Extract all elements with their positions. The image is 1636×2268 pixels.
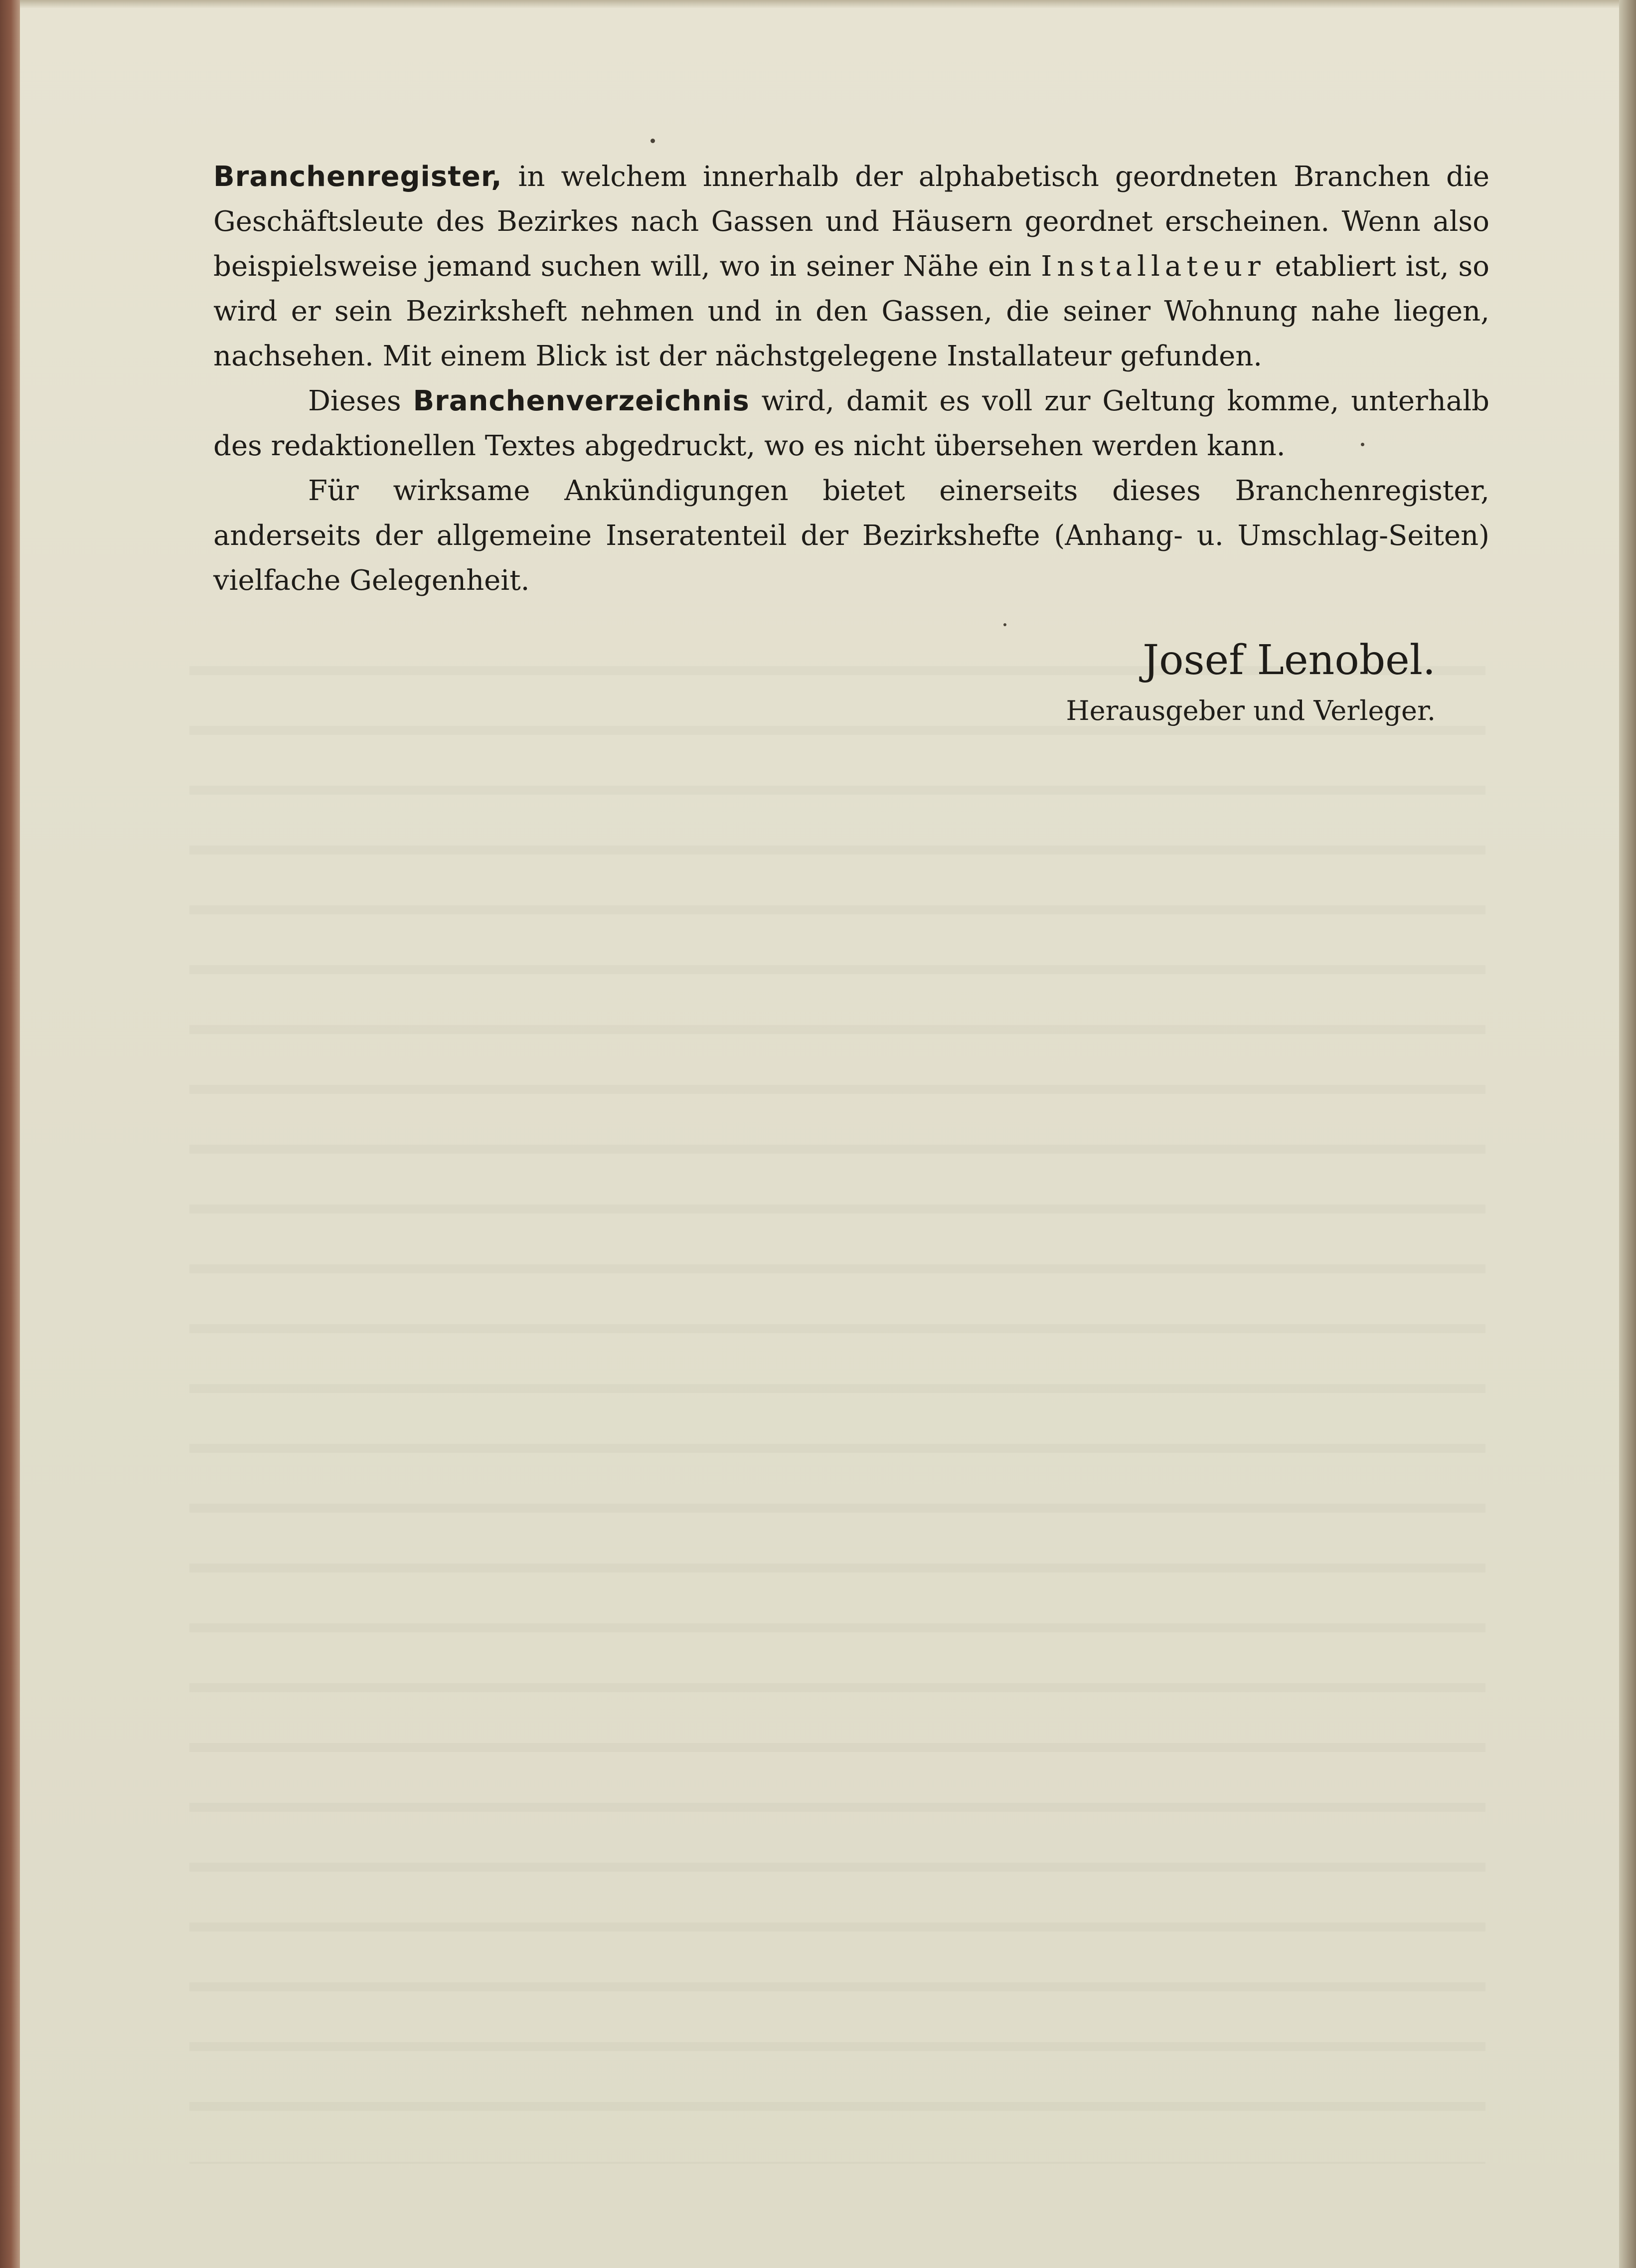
paragraph-2-text-a: Dieses xyxy=(308,385,413,417)
paragraph-1-text-b: etabliert ist, so wird er sein Bezirksheft nehmen und in den Gassen, die seiner Wohnung nahe liegen, nachsehen. Mit einem Blick ist der nächstgelegene Installateur gefunden. xyxy=(213,250,1490,372)
paragraph-1-text-a: in welchem innerhalb der alphabetisch geordneten Branchen die Geschäftsleute des Bezirkes nach Gassen und Häusern geordnet erscheinen. Wenn also beispielsweise jemand suchen will, wo in seiner Nähe ein xyxy=(213,161,1489,283)
signature-block xyxy=(1047,633,1436,731)
page-edge-top xyxy=(20,0,1619,8)
paragraph-branchenregister xyxy=(213,155,1489,379)
paragraph-branchenverzeichnis xyxy=(213,379,1489,469)
signature-role: Herausgeber und Verleger. xyxy=(1066,695,1436,726)
installateur-spaced: Installateur xyxy=(1041,250,1266,283)
branchenverzeichnis-bold: Branchenverzeichnis xyxy=(413,385,750,417)
paragraph-2-text-b: wird, damit es voll zur Geltung komme, unterhalb des redaktionellen Textes abgedruckt, wo es nicht übersehen werden kann. xyxy=(213,385,1489,462)
signature-name: Josef Lenobel. xyxy=(1143,637,1436,684)
branchenregister-heading: Branchenregister, xyxy=(213,161,502,193)
print-speck xyxy=(1003,623,1006,626)
page-edge-right xyxy=(1619,0,1636,2268)
show-through-texture xyxy=(189,618,1485,2164)
body-text xyxy=(213,155,1489,603)
print-speck xyxy=(651,139,655,143)
binding-edge xyxy=(0,0,20,2268)
paragraph-ankuendigungen: Für wirksame Ankündigungen bietet einerseits dieses Branchenregister, anderseits der allgemeine Inseratenteil der Bezirkshefte (Anhang- u. Umschlag-Seiten) vielfache Gelegenheit. xyxy=(213,475,1489,597)
